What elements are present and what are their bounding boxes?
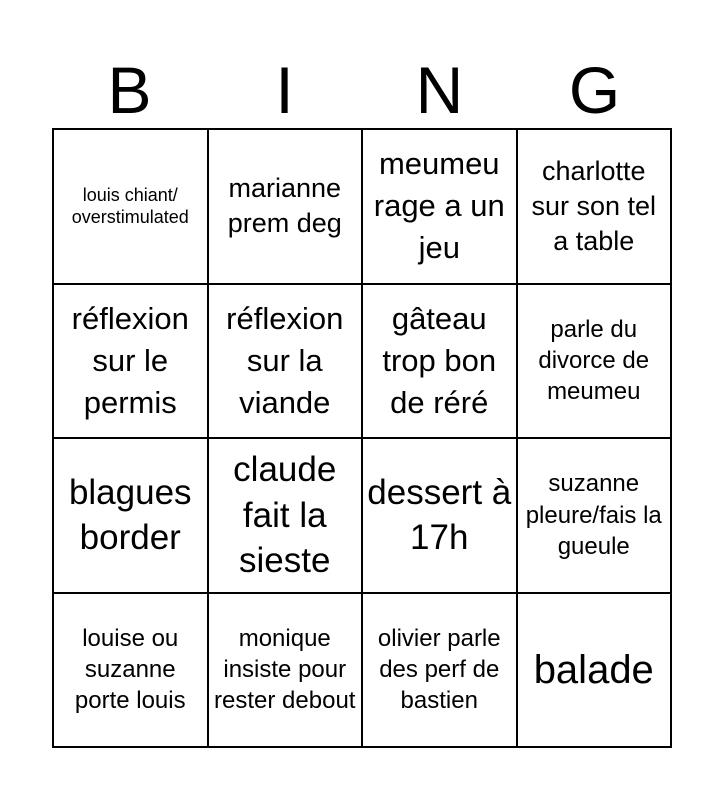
bingo-cell[interactable]	[209, 594, 364, 749]
header-letter-i: I	[275, 53, 294, 127]
bingo-cell-text: gâteau trop bon de réré	[382, 300, 497, 420]
bingo-cell[interactable]	[363, 130, 518, 285]
bingo-cell[interactable]	[54, 130, 209, 285]
bingo-cell[interactable]	[518, 285, 673, 440]
bingo-cell-text: blagues border	[68, 472, 192, 558]
bingo-cell-text: louise ou suzanne porte louis	[74, 624, 186, 715]
bingo-cell-text: monique insiste pour rester debout	[214, 624, 356, 715]
bingo-cell[interactable]	[518, 130, 673, 285]
bingo-cell[interactable]	[363, 439, 518, 594]
bingo-cell-text: meumeu rage a un jeu	[373, 146, 505, 266]
header-letter-g: G	[568, 53, 621, 127]
bingo-cell[interactable]	[54, 594, 209, 749]
bingo-cell[interactable]	[209, 439, 364, 594]
bingo-cell[interactable]	[209, 130, 364, 285]
bingo-cell-text: suzanne pleure/fais la gueule	[525, 470, 662, 560]
bingo-cell-text: réflexion sur la viande	[226, 300, 344, 420]
bingo-cell[interactable]	[518, 439, 673, 594]
bingo-cell-text: louis chiant/ overstimulated	[71, 184, 189, 228]
bingo-cell[interactable]	[518, 594, 673, 749]
bingo-cell[interactable]	[363, 594, 518, 749]
bingo-cell-text: marianne prem deg	[227, 173, 342, 239]
bingo-cell-text: olivier parle des perf de bastien	[377, 624, 501, 715]
bingo-cell-text: balade	[533, 647, 654, 692]
bingo-header	[52, 52, 672, 128]
header-letter-n: N	[415, 53, 464, 127]
bingo-cell[interactable]	[54, 439, 209, 594]
header-letter-b: B	[107, 53, 152, 127]
bingo-grid	[52, 128, 672, 748]
bingo-cell[interactable]	[54, 285, 209, 440]
bingo-cell-text: charlotte sur son tel a table	[531, 155, 657, 256]
bingo-cell-text: réflexion sur le permis	[71, 300, 189, 420]
bingo-cell[interactable]	[209, 285, 364, 440]
bingo-cell[interactable]	[363, 285, 518, 440]
bingo-cell-text: parle du divorce de meumeu	[538, 315, 650, 406]
bingo-cell-text: dessert à 17h	[367, 472, 512, 558]
bingo-cell-text: claude fait la sieste	[233, 450, 337, 580]
